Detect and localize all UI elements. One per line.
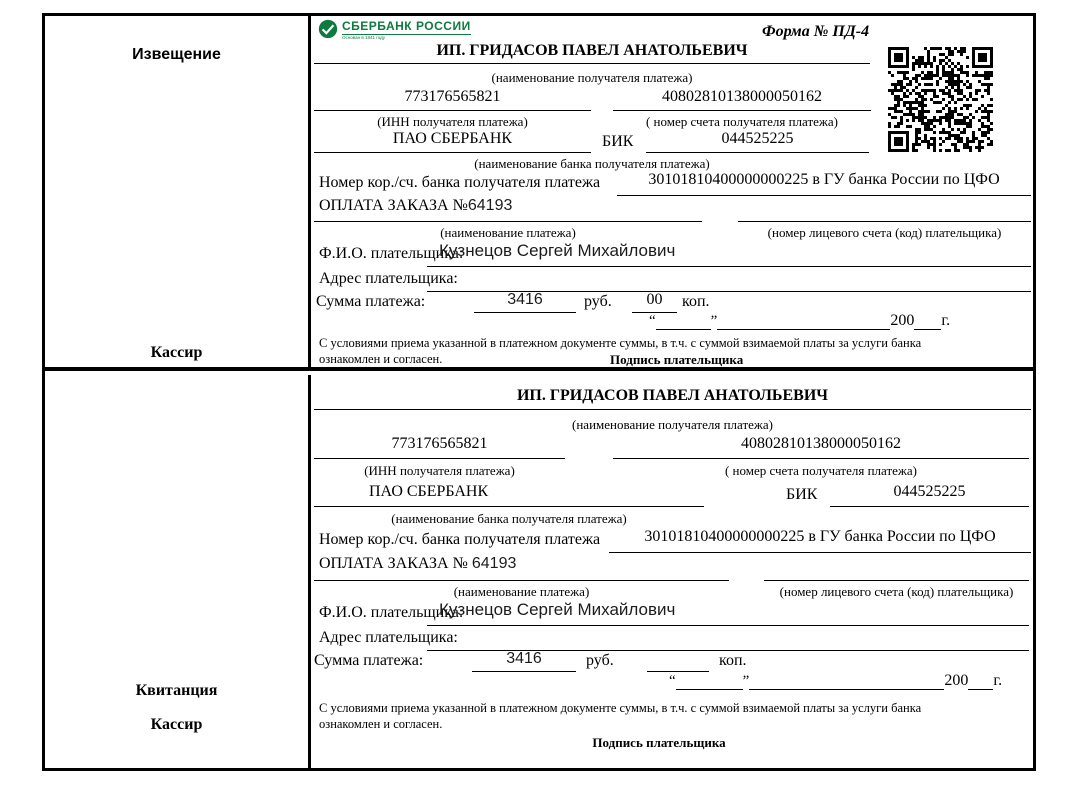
sberbank-logo-lockup <box>342 19 471 40</box>
payer-signature-label: Подпись плательщика <box>610 352 744 367</box>
payer-signature-label: Подпись плательщика <box>592 735 726 750</box>
year-line <box>914 315 941 330</box>
close-quote: ” <box>742 673 750 689</box>
kop-label: коп. <box>682 293 710 310</box>
inn-hint: (ИНН получателя платежа) <box>364 463 515 478</box>
year-suffix: г. <box>993 672 1003 689</box>
close-quote: ” <box>710 313 718 329</box>
agreement-line2: ознакомлен и согласен. <box>319 352 443 366</box>
personal-account-line <box>764 555 1029 581</box>
recipient-name: ИП. ГРИДАСОВ ПАВЕЛ АНАТОЛЬЕВИЧ <box>314 42 870 64</box>
bik-value: 044525225 <box>830 483 1029 507</box>
sum-kop-value <box>647 650 709 672</box>
sum-kop-value: 00 <box>632 291 677 313</box>
inn-value: 773176565821 <box>314 88 591 111</box>
year-suffix: г. <box>941 312 951 329</box>
account-hint: ( номер счета получателя платежа) <box>724 463 918 478</box>
payer-name-value: Кузнецов Сергей Михайлович <box>427 241 1031 267</box>
payment-purpose-text: ОПЛАТА ЗАКАЗА № <box>319 197 468 214</box>
sberbank-logo-text: СБЕРБАНК РОССИИ <box>342 19 471 33</box>
payment-sum-label: Сумма платежа: <box>314 652 424 669</box>
personal-account-hint: (номер лицевого счета (код) плательщика) <box>779 584 1014 599</box>
date-day-line <box>656 315 711 330</box>
payer-address-label: Адрес плательщика: <box>319 270 458 287</box>
notice-left-column <box>45 16 311 367</box>
form-number-label: Форма № ПД-4 <box>762 23 870 40</box>
section-receipt <box>45 375 1033 768</box>
kop-label: коп. <box>719 652 747 669</box>
payer-name-label: Ф.И.О. плательщика: <box>319 245 464 262</box>
open-quote: “ <box>669 673 676 689</box>
open-quote: “ <box>649 313 656 329</box>
date-line <box>649 312 950 330</box>
corr-account-label: Номер кор./сч. банка получателя платежа <box>319 174 601 191</box>
sum-rub-value: 3416 <box>472 650 576 672</box>
recipient-hint: (наименование получателя платежа) <box>491 70 693 85</box>
receipt-cashier-label: Кассир <box>150 716 203 733</box>
bank-hint: (наименование банка получателя платежа) <box>474 156 710 171</box>
recipient-hint: (наименование получателя платежа) <box>572 417 773 432</box>
payment-form-pd4 <box>42 13 1036 771</box>
rub-label: руб. <box>586 652 614 669</box>
payment-sum-label: Сумма платежа: <box>316 293 426 310</box>
sberbank-logo-subtext: Основан в 1841 году <box>342 35 386 40</box>
personal-account-hint: (номер лицевого счета (код) плательщика) <box>767 225 1002 240</box>
notice-cashier-label: Кассир <box>150 344 203 361</box>
agreement-line1: С условиями приема указанной в платежном документе суммы, в т.ч. с суммой взимаемой платы за услуги банка <box>319 336 922 350</box>
payment-purpose-line <box>314 555 729 581</box>
receipt-title: Квитанция <box>135 682 218 699</box>
receipt-body <box>314 375 1033 768</box>
bik-value: 044525225 <box>646 130 869 153</box>
sum-rub-value: 3416 <box>474 291 576 313</box>
sberbank-logo-icon <box>318 19 338 39</box>
agreement-line1: С условиями приема указанной в платежном документе суммы, в т.ч. с суммой взимаемой платы за услуги банка <box>319 701 922 715</box>
receipt-left-column <box>45 375 311 768</box>
year-prefix: 200 <box>890 312 915 329</box>
inn-hint: (ИНН получателя платежа) <box>377 114 528 129</box>
payment-hint: (наименование платежа) <box>440 225 576 240</box>
recipient-name: ИП. ГРИДАСОВ ПАВЕЛ АНАТОЛЬЕВИЧ <box>314 387 1031 410</box>
order-number: 64193 <box>467 197 513 214</box>
agreement-line2: ознакомлен и согласен. <box>319 717 443 731</box>
bik-label: БИК <box>602 133 634 150</box>
payer-address-line <box>427 268 1031 292</box>
corr-account-value: 30101810400000000225 в ГУ банка России по ЦФО <box>617 171 1031 196</box>
bank-name-value: ПАО СБЕРБАНК <box>314 130 591 153</box>
payer-address-line <box>427 627 1029 651</box>
bank-hint: (наименование банка получателя платежа) <box>391 511 627 526</box>
bank-name-value: ПАО СБЕРБАНК <box>314 483 704 507</box>
account-value: 40802810138000050162 <box>613 435 1029 459</box>
account-value: 40802810138000050162 <box>613 88 871 111</box>
payment-hint: (наименование платежа) <box>453 584 590 599</box>
order-number: 64193 <box>471 555 517 572</box>
sberbank-logo <box>318 19 471 40</box>
date-day-line <box>676 675 743 690</box>
date-line <box>669 672 1002 690</box>
notice-body <box>314 16 1033 367</box>
year-prefix: 200 <box>944 672 969 689</box>
date-month-line <box>749 675 944 690</box>
payment-purpose-text: ОПЛАТА ЗАКАЗА № <box>319 555 468 572</box>
inn-value: 773176565821 <box>314 435 565 459</box>
payer-name-label: Ф.И.О. плательщика: <box>319 604 464 621</box>
year-line <box>968 675 993 690</box>
rub-label: руб. <box>584 293 612 310</box>
payment-purpose-line <box>314 197 702 222</box>
bik-label: БИК <box>786 486 818 503</box>
payer-name-value: Кузнецов Сергей Михайлович <box>427 600 1029 626</box>
corr-account-value: 30101810400000000225 в ГУ банка России по ЦФО <box>609 528 1031 553</box>
date-month-line <box>717 315 890 330</box>
qr-code <box>888 47 993 152</box>
personal-account-line <box>738 197 1031 222</box>
section-notice <box>45 16 1033 371</box>
corr-account-label: Номер кор./сч. банка получателя платежа <box>319 531 601 548</box>
account-hint: ( номер счета получателя платежа) <box>645 114 839 129</box>
payer-address-label: Адрес плательщика: <box>319 629 458 646</box>
notice-title: Извещение <box>132 46 221 63</box>
